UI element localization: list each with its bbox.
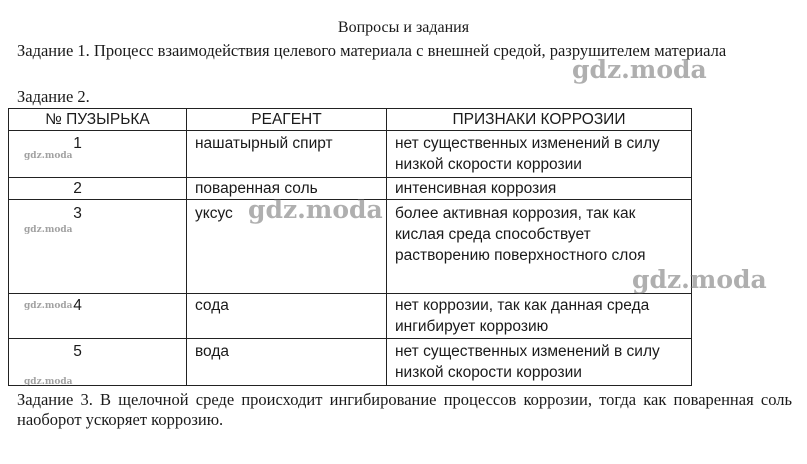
- reagent-cell: уксус: [187, 200, 387, 294]
- watermark: gdz.moda: [24, 301, 73, 311]
- table-row: [9, 200, 692, 294]
- vial-number-cell: 3: [9, 200, 187, 294]
- corrosion-signs-cell: нет коррозии, так как данная среда ингибирует коррозию: [387, 294, 692, 339]
- reagent-cell: нашатырный спирт: [187, 131, 387, 178]
- table-row: [9, 294, 692, 339]
- watermark: gdz.moda: [572, 55, 707, 84]
- header-reagent: РЕАГЕНТ: [187, 109, 387, 131]
- vial-number-cell: 2: [9, 178, 187, 200]
- watermark: gdz.moda: [24, 151, 73, 161]
- watermark: gdz.moda: [248, 195, 383, 224]
- table-row: [9, 131, 692, 178]
- reagent-cell: вода: [187, 339, 387, 386]
- header-vial-number: № ПУЗЫРЬКА: [9, 109, 187, 131]
- task-2-label: Задание 2.: [17, 87, 90, 106]
- section-heading: Вопросы и задания: [337, 19, 470, 36]
- watermark: gdz.moda: [24, 377, 73, 387]
- corrosion-signs-cell: более активная коррозия, так как кислая среда способствует растворению поверхностного слоя: [387, 200, 692, 294]
- header-corrosion-signs: ПРИЗНАКИ КОРРОЗИИ: [387, 109, 692, 131]
- vial-number-cell: 1: [9, 131, 187, 178]
- corrosion-table: [8, 108, 692, 386]
- corrosion-signs-cell: нет существенных изменений в силу низкой скорости коррозии: [387, 131, 692, 178]
- reagent-cell: поваренная соль: [187, 178, 387, 200]
- reagent-cell: сода: [187, 294, 387, 339]
- watermark: gdz.moda: [24, 225, 73, 235]
- vial-number-cell: 5: [9, 339, 187, 386]
- corrosion-signs-cell: нет существенных изменений в силу низкой скорости коррозии: [387, 339, 692, 386]
- table-row: [9, 178, 692, 200]
- table-row: [9, 339, 692, 386]
- table-header-row: [9, 109, 692, 131]
- task-1-text: Задание 1. Процесс взаимодействия целевого материала с внешней средой, разрушителем материала: [17, 41, 727, 60]
- task-3-text: Задание 3. В щелочной среде происходит ингибирование процессов коррозии, тогда как поваренная соль наоборот ускоряет коррозию.: [17, 390, 792, 429]
- corrosion-signs-cell: интенсивная коррозия: [387, 178, 692, 200]
- watermark: gdz.moda: [632, 265, 767, 294]
- vial-number-cell: 4: [9, 294, 187, 339]
